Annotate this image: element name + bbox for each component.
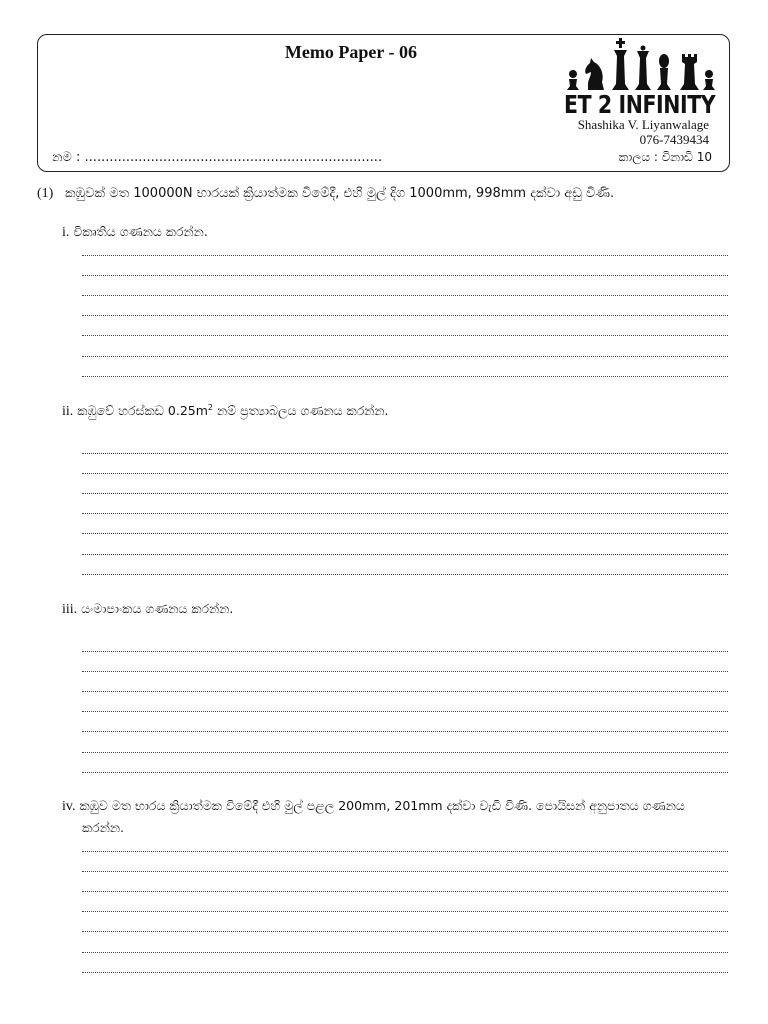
part-iv-line2: කරන්න. bbox=[82, 820, 124, 835]
author-name: Shashika V. Liyanwalage bbox=[577, 117, 709, 132]
part-text: යංමාපාංකය ගණනය කරන්න. bbox=[81, 601, 234, 616]
part-superscript: 2 bbox=[207, 403, 214, 412]
brand-logo-text: ET 2 INFINITY bbox=[564, 90, 716, 119]
time-field: කාලය : විනාඩි 10 bbox=[618, 150, 712, 164]
part-text: විකෘතිය ගණනය කරන්න. bbox=[73, 224, 208, 239]
name-field: නම : ........................................................................ bbox=[52, 150, 383, 165]
part-numeral: iii. bbox=[62, 602, 78, 617]
question-intro bbox=[37, 186, 614, 202]
part-text: කඹුවේ හරස්කඩ 0.25m bbox=[77, 403, 208, 419]
author-phone: 076-7439434 bbox=[639, 132, 709, 147]
answer-lines-iv[interactable] bbox=[82, 832, 728, 973]
part-numeral: iv. bbox=[62, 799, 76, 814]
answer-lines-iii[interactable] bbox=[82, 632, 728, 773]
part-iii bbox=[62, 601, 233, 618]
part-iv bbox=[62, 798, 685, 815]
part-text: කඹුව මත භාරය ක්‍රියාත්මක විමේදී එහි මුල් පළල 200mm, 201mm දක්වා වැඩි විණි. පොයිසන් අනුපාතය ගණනය bbox=[79, 798, 685, 813]
part-ii bbox=[62, 403, 389, 420]
answer-lines-i[interactable] bbox=[82, 236, 728, 377]
question-number: (1) bbox=[37, 186, 54, 201]
part-numeral: ii. bbox=[62, 404, 74, 420]
part-text-rest: නම් ප්‍රත්‍යාබලය ගණනය කරන්න. bbox=[213, 403, 389, 419]
answer-lines-ii[interactable] bbox=[82, 434, 728, 575]
part-numeral: i. bbox=[62, 225, 70, 240]
paper-title: Memo Paper - 06 bbox=[284, 42, 418, 62]
author-block bbox=[578, 117, 709, 147]
question-text: කඹුවක් මත 100000N භාරයක් ක්‍රියාත්මක විමේදී, එහි මුල් දිග 1000mm, 998mm දක්වා අඩු විණි. bbox=[65, 186, 615, 201]
